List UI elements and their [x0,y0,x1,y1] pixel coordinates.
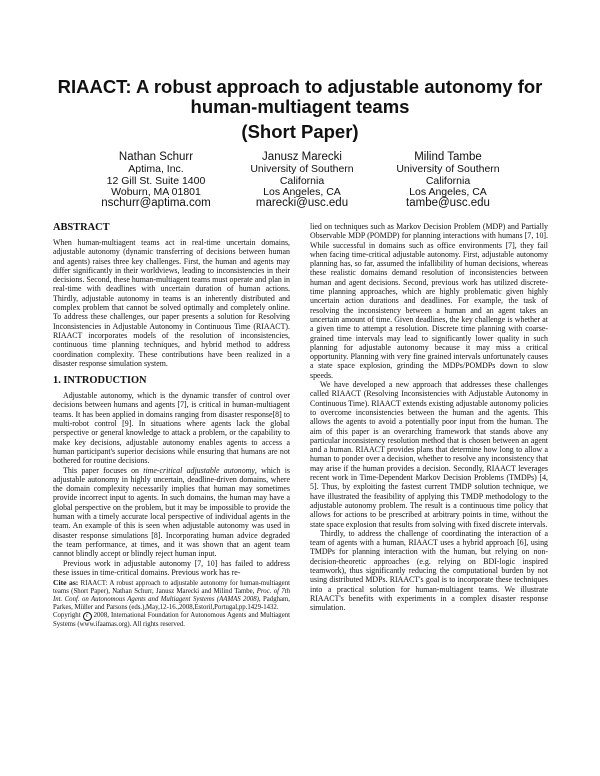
citation-tail: , Padgham, Parkes, Müller and Parsons (eds.),May,12-16.,2008,Estoril,Portugal,pp.1429-1432. [53,596,290,612]
paper-title-line-2: human-multiagent teams [190,96,410,117]
right-column [310,222,548,612]
right-paragraph-2: We have developed a new approach that addresses these challenges called RIAACT (Resolving Inconsistencies with Adjustable Autonomy in Continuous Time). RIAACT extends existing adjustable autonomy policies to overcome inconsistencies between the human and the agents. This allows the agents to avoid a potentially poor input from the human. The aim of this paper is an overarching framework that stands above any particular inconsistency resolution method that is chosen between an agent and a human. RIAACT provides plans that determine how long to allow a human to ponder over a decision, whether to resolve any inconsistency that may arise if the human provides a decision. Secondly, RIAACT leverages recent work in Time-Dependent Markov Decision Problems (TMDPs) [4, 5]. Thus, by exploiting the fastest current TMDP solution technique, we have illustrated the feasibility of applying this TMDP methodology to the adjustable autonomy problem. The result is a continuous time policy that allows for actions to be prescribed at arbitrary points in time, without the state space explosion that results from solving with fixed discrete intervals. [310,380,548,529]
abstract-heading: ABSTRACT [53,222,110,233]
author-email: marecki@usc.edu [255,197,349,210]
intro-paragraph-1: Adjustable autonomy, which is the dynamic transfer of control over decisions between humans and agents [7], is critical in human-multiagent teams. It has been applied in domains ranging from disaster response[8] to multi-robot control [9]. In situations where agents lack the global perspective or general knowledge to attack a problem, or the capability to make key decisions, adjustable autonomy enables agents to access a human participant's superior decisions while ensuring that humans are not bothered for routine decisions. [53,391,290,466]
intro-paragraph-2 [53,466,290,559]
copyright-icon: c [83,612,92,621]
citation-text: RIAACT: A robust approach to adjustable autonomy for human-multiagent teams (Short Paper), Nathan Schurr, Janusz Marecki and Milind Tambe, [53,580,290,596]
copyright-prefix: Copyright [53,612,83,620]
author-block-3 [373,152,523,209]
right-paragraph-1: lied on techniques such as Markov Decision Problem (MDP) and Partially Observable MDP (POMDP) for planning interactions with humans [7, 10]. While successful in domains such as office environments [7], they fail when facing time-critical adjustable autonomy. First, adjustable autonomy planning has, so far, assumed the infallibility of human decisions, whereas these realistic domains demand resolution of inconsistencies between human and agent decisions. Second, previous work has utilized discrete-time planning approaches, which are highly problematic given highly uncertain action durations and deadlines. For example, the task of resolving the inconsistency between a human and an agent takes an uncertain amount of time. Given deadlines, the key challenge is whether at a given time to attempt a resolution. Discrete time planning with coarse-grained time intervals may lead to significantly lower quality in such planning for adjustable autonomy because it may miss a critical opportunity. Planning with very fine grained intervals unfortunately causes a state space explosion, grinding the MDPs/POMDPs down to slow speeds. [310,222,548,380]
author-address: California [425,174,471,187]
copyright-text: 2008, International Foundation for Autonomous Agents and Multiagent Systems (www.ifaamas.org). All rights reserved. [53,612,291,629]
author-name: Milind Tambe [414,151,482,163]
author-affiliation: Aptima, Inc. [128,163,184,176]
left-column [53,222,290,629]
intro-paragraph-2-start: This paper focuses on [63,465,144,475]
introduction-heading: 1. INTRODUCTION [53,375,147,387]
author-name: Janusz Marecki [262,151,342,163]
intro-paragraph-3: Previous work in adjustable autonomy [7, 10] has failed to address these issues in time-critical domains. Previous work has re- [53,558,290,577]
author-email: tambe@usc.edu [406,197,490,210]
author-email: nschurr@aptima.com [101,197,211,210]
citation-venue: Proc. of 7th Int. Conf. on Autonomous Agents and Multiagent Systems (AAMAS 2008) [53,588,290,604]
intro-paragraph-2-rest: , which is adjustable autonomy in highly uncertain, deadline-driven domains, where the domain complexity necessarily implies that human may sometimes provide incorrect input to agents. In such domains, the human may have a global perspective on the problem, but it may be impossible to provide the human with a timely accurate local perspective of individual agents in the team. An example of this is seen when adjustable autonomy was used in disaster response simulations [8]. Incorporating human advice degraded the team performance, at times, and it was shown that an agent team cannot blindly accept or blindly reject human input. [53,465,290,559]
author-city: Woburn, MA 01801 [111,185,201,198]
author-address: 12 Gill St. Suite 1400 [106,174,206,187]
author-affiliation: University of Southern [250,163,354,176]
paper-title-line-1: RIAACT: A robust approach to adjustable autonomy for [57,76,543,97]
author-city: Los Angeles, CA [409,185,487,198]
author-affiliation: University of Southern [396,163,500,176]
abstract-text: When human-multiagent teams act in real-time uncertain domains, adjustable autonomy (dynamic transferring of decisions between human and agents) raises three key challenges. First, the human and agents may differ significantly in their worldviews, leading to inconsistencies in their decisions. Second, these human-multiagent teams must operate and plan in real-time with deadlines with uncertain duration of human actions. Thirdly, adjustable autonomy in teams is an inherently distributed and complex problem that cannot be solved optimally and completely online. To address these challenges, our paper presents a solution for Resolving Inconsistencies in Adjustable Autonomy in Continuous Time (RIAACT). RIAACT incorporates models of the resolution of inconsistencies, continuous time planning techniques, and hybrid method to address coordination complexity. These contributions have been realized in a disaster response simulation system. [53,238,290,368]
intro-paragraph-2-emphasis: time-critical adjustable autonomy [143,465,255,475]
author-block-2 [227,152,377,209]
citation-label: Cite as: [53,578,79,588]
paper-subtitle: (Short Paper) [241,121,359,142]
citation-footnote [53,579,290,629]
author-address: California [279,174,325,187]
paper-title [40,77,560,117]
right-paragraph-3: Thirdly, to address the challenge of coordinating the interaction of a team of agents with a human, RIAACT uses a hybrid approach [6], using TMDPs for planning interaction with the human, but relying on non-decision-theoretic approaches (e.g. relying on BDI-logic inspired teamwork), thus significantly reducing the computational burden by not using distributed MDPs. RIAACT's goal is to incorporate these techniques into a practical solution for human-multiagent teams. We illustrate RIAACT's benefits with experiments in a complex disaster response simulation. [310,528,548,613]
author-city: Los Angeles, CA [263,185,341,198]
author-name: Nathan Schurr [118,151,194,163]
author-block-1 [81,152,231,209]
